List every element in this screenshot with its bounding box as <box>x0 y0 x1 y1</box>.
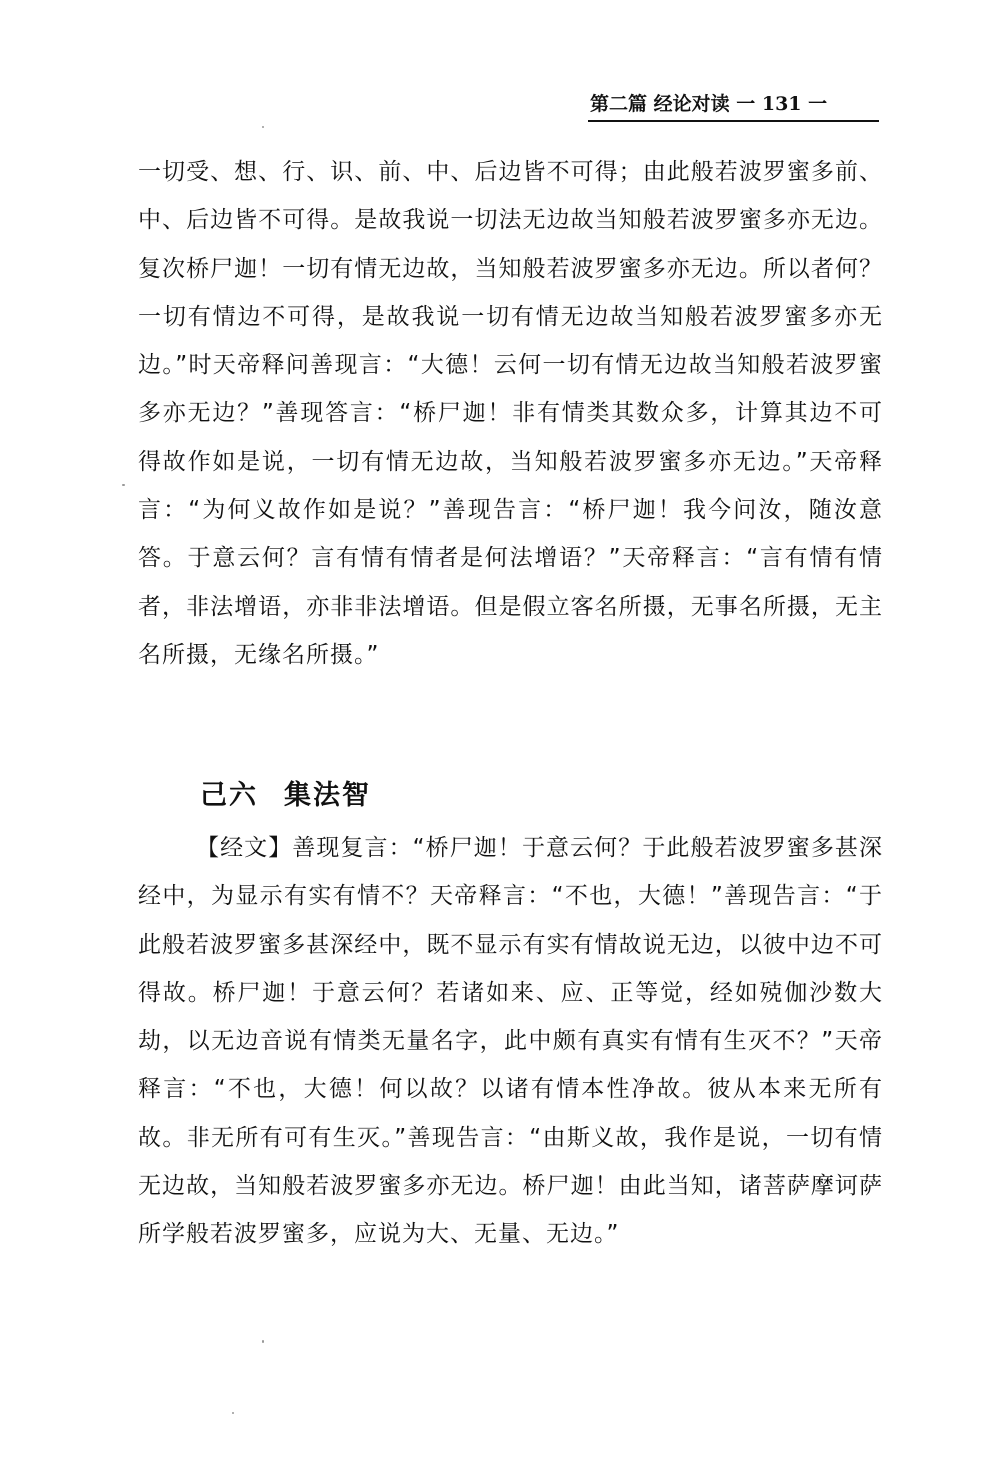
body-paragraph-1: 一切受、想、行、识、前、中、后边皆不可得；由此般若波罗蜜多前、中、后边皆不可得。是故我说一切法无边故当知般若波罗蜜多亦无边。复次桥尸迦！一切有情无边故，当知般若波罗蜜多亦无边。所以者何？一切有情边不可得，是故我说一切有情无边故当知般若波罗蜜多亦无边。”时天帝释问善现言：“大德！云何一切有情无边故当知般若波罗蜜多亦无边？”善现答言：“桥尸迦！非有情类其数众多，计算其边不可得故作如是说，一切有情无边故，当知般若波罗蜜多亦无边。”天帝释言：“为何义故作如是说？”善现告言：“桥尸迦！我今问汝，随汝意答。于意云何？言有情有情者是何法增语？”天帝释言：“言有情有情者，非法增语，亦非非法增语。但是假立客名所摄，无事名所摄，无主名所摄，无缘名所摄。” <box>138 159 883 668</box>
scan-speck <box>262 1340 264 1343</box>
section-title: 集法智 <box>284 780 371 811</box>
section-number: 己六 <box>200 780 258 811</box>
scan-speck <box>232 1412 234 1414</box>
section-heading <box>200 776 371 816</box>
body-paragraph-2 <box>138 824 883 1259</box>
scripture-tag: 【经文】 <box>196 835 293 861</box>
header-rule <box>588 120 879 122</box>
body-paragraph-2-text: 善现复言：“桥尸迦！于意云何？于此般若波罗蜜多甚深经中，为显示有实有情不？天帝释言：“不也，大德！”善现告言：“于此般若波罗蜜多甚深经中，既不显示有实有情故说无边，以彼中边不可得故。桥尸迦！于意云何？若诸如来、应、正等觉，经如殑伽沙数大劫，以无边音说有情类无量名字，此中颇有真实有情有生灭不？”天帝释言：“不也，大德！何以故？以诸有情本性净故。彼从本来无所有故。非无所有可有生灭。”善现告言：“由斯义故，我作是说，一切有情无边故，当知般若波罗蜜多亦无边。桥尸迦！由此当知，诸菩萨摩诃萨所学般若波罗蜜多，应说为大、无量、无边。” <box>138 835 883 1248</box>
running-header: 第二篇 经论对读 一 131 一 <box>590 93 828 115</box>
scan-speck <box>122 484 125 486</box>
scan-speck <box>262 126 264 128</box>
